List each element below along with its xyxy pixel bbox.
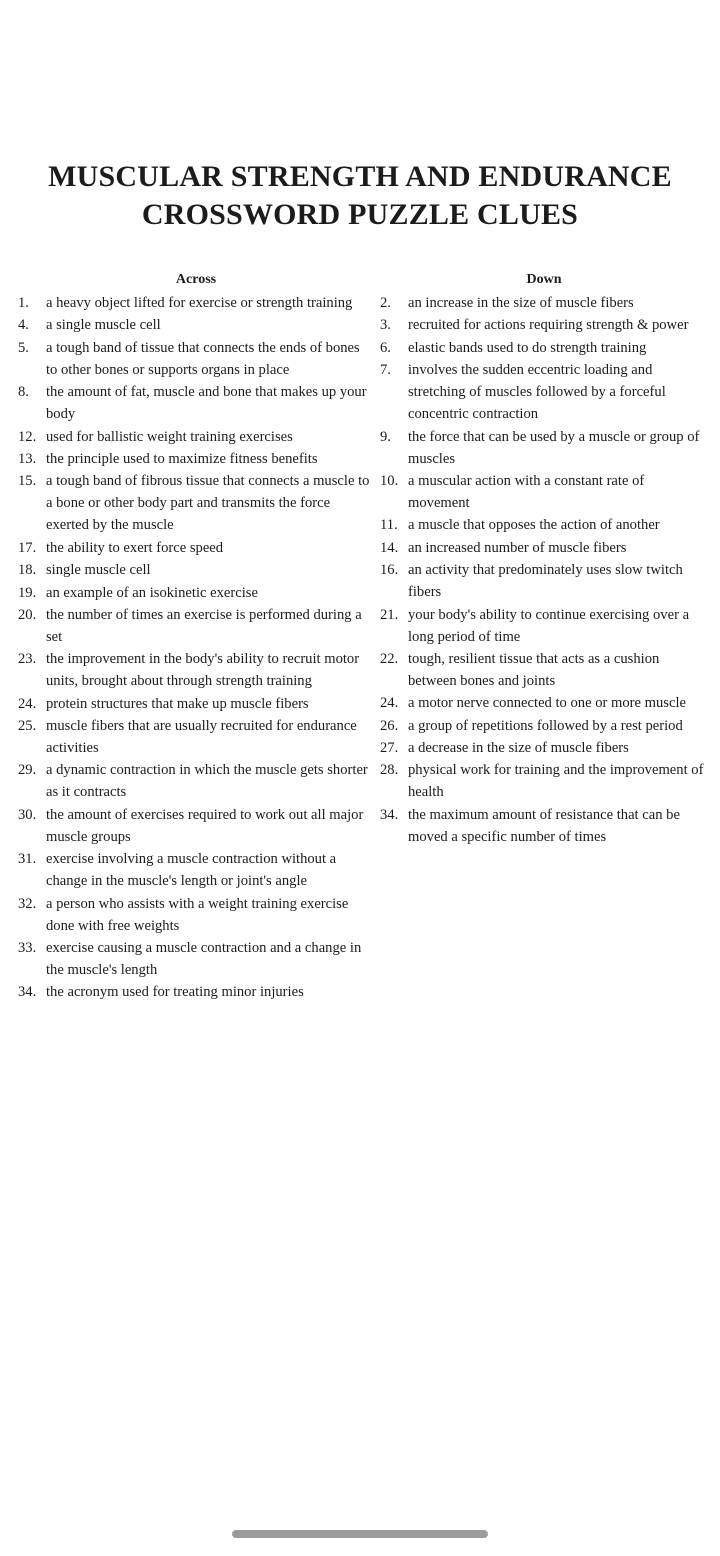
across-clue <box>18 604 374 648</box>
across-heading: Across <box>175 272 217 287</box>
clue-text: the amount of fat, muscle and bone that makes up your body <box>46 384 367 423</box>
across-clue <box>18 693 374 715</box>
down-clue <box>380 537 708 559</box>
clue-text: the maximum amount of resistance that can be moved a specific number of times <box>408 806 680 845</box>
clue-number: 8. <box>18 384 29 401</box>
down-clue <box>380 648 708 692</box>
across-clue <box>18 648 374 692</box>
down-clue-list <box>380 292 708 848</box>
down-clue <box>380 470 708 514</box>
clue-number: 14. <box>380 539 399 556</box>
down-clue <box>380 314 708 336</box>
clue-number: 17. <box>18 539 37 556</box>
down-clue <box>380 514 708 536</box>
clue-number: 20. <box>18 606 37 623</box>
clue-text: exercise involving a muscle contraction without a change in the muscle's length or joint's angle <box>46 851 337 890</box>
clue-number: 3. <box>380 317 391 334</box>
down-clue <box>380 559 708 603</box>
clue-number: 9. <box>380 428 391 445</box>
clue-text: used for ballistic weight training exercises <box>46 428 293 445</box>
clue-number: 23. <box>18 651 37 668</box>
down-clue <box>380 359 708 425</box>
clue-number: 25. <box>18 718 37 735</box>
clue-text: protein structures that make up muscle fibers <box>46 695 309 712</box>
clue-number: 11. <box>380 517 398 534</box>
clue-text: a heavy object lifted for exercise or strength training <box>46 295 353 311</box>
down-clue <box>380 759 708 803</box>
clue-text: the amount of exercises required to work out all major muscle groups <box>46 806 364 845</box>
down-clue <box>380 292 708 314</box>
across-clue-list <box>18 292 374 1003</box>
clue-number: 5. <box>18 339 29 356</box>
clue-text: physical work for training and the improvement of health <box>408 762 704 801</box>
clue-text: an example of an isokinetic exercise <box>46 584 258 601</box>
across-clue <box>18 759 374 803</box>
clue-number: 10. <box>380 472 399 489</box>
across-clue <box>18 337 374 381</box>
clue-text: a dynamic contraction in which the muscle gets shorter as it contracts <box>46 762 368 801</box>
clue-number: 18. <box>18 562 37 579</box>
clue-text: involves the sudden eccentric loading and stretching of muscles followed by a forceful concentric contraction <box>408 362 666 423</box>
clue-text: exercise causing a muscle contraction and a change in the muscle's length <box>46 940 362 979</box>
clue-text: an increased number of muscle fibers <box>408 539 627 556</box>
clue-text: a muscle that opposes the action of another <box>408 517 660 534</box>
clue-text: single muscle cell <box>46 562 151 579</box>
clue-text: muscle fibers that are usually recruited for endurance activities <box>46 718 357 757</box>
down-clue <box>380 737 708 759</box>
clue-number: 34. <box>18 984 37 1001</box>
down-heading: Down <box>526 272 562 287</box>
clue-number: 24. <box>380 695 399 712</box>
across-clue <box>18 559 374 581</box>
clue-text: a person who assists with a weight training exercise done with free weights <box>46 895 349 934</box>
across-clue <box>18 537 374 559</box>
clue-text: the ability to exert force speed <box>46 539 224 556</box>
clue-number: 33. <box>18 940 37 957</box>
clue-text: the principle used to maximize fitness benefits <box>46 450 318 467</box>
clue-number: 31. <box>18 851 37 868</box>
down-clue <box>380 604 708 648</box>
clue-text: an activity that predominately uses slow twitch fibers <box>408 562 683 601</box>
clue-text: the force that can be used by a muscle or group of muscles <box>408 428 700 467</box>
clue-number: 7. <box>380 362 391 379</box>
across-clue <box>18 937 374 981</box>
clue-number: 28. <box>380 762 399 779</box>
title-line-1: MUSCULAR STRENGTH AND ENDURANCE <box>48 160 672 193</box>
across-clue <box>18 715 374 759</box>
clue-text: the acronym used for treating minor injuries <box>46 984 304 1001</box>
clue-text: your body's ability to continue exercising over a long period of time <box>408 606 690 645</box>
clue-number: 30. <box>18 806 37 823</box>
across-clue <box>18 448 374 470</box>
across-column <box>18 270 374 1004</box>
clue-number: 29. <box>18 762 37 779</box>
down-clue <box>380 426 708 470</box>
clue-number: 27. <box>380 740 399 757</box>
across-clue <box>18 804 374 848</box>
clue-number: 32. <box>18 895 37 912</box>
clue-number: 6. <box>380 339 391 356</box>
clue-number: 2. <box>380 295 391 311</box>
clue-number: 1. <box>18 295 29 311</box>
clue-text: the improvement in the body's ability to recruit motor units, brought about through strength training <box>46 651 360 690</box>
down-clue <box>380 715 708 737</box>
clue-number: 24. <box>18 695 37 712</box>
down-clue <box>380 804 708 848</box>
clue-text: elastic bands used to do strength training <box>408 339 647 356</box>
clue-text: tough, resilient tissue that acts as a cushion between bones and joints <box>408 650 660 689</box>
across-clue <box>18 426 374 448</box>
across-clue <box>18 981 374 1003</box>
clue-number: 34. <box>380 806 399 823</box>
across-clue <box>18 381 374 425</box>
across-clue <box>18 314 374 336</box>
down-clue <box>380 692 708 714</box>
clue-text: recruited for actions requiring strength & power <box>408 317 689 334</box>
down-clue <box>380 337 708 359</box>
clue-number: 13. <box>18 450 37 467</box>
clue-text: a tough band of tissue that connects the ends of bones to other bones or supports organs in place <box>46 339 360 378</box>
across-clue <box>18 848 374 892</box>
clue-number: 12. <box>18 428 37 445</box>
clue-number: 21. <box>380 606 399 623</box>
clue-text: a group of repetitions followed by a rest period <box>408 717 683 734</box>
clue-number: 4. <box>18 317 29 334</box>
across-clue <box>18 893 374 937</box>
clue-text: a motor nerve connected to one or more muscle <box>408 695 686 712</box>
clue-text: an increase in the size of muscle fibers <box>408 295 634 311</box>
across-clue <box>18 292 374 314</box>
across-clue <box>18 470 374 536</box>
clue-number: 22. <box>380 650 399 667</box>
clue-text: a muscular action with a constant rate of movement <box>408 472 645 511</box>
clue-number: 16. <box>380 562 399 579</box>
across-clue <box>18 582 374 604</box>
clue-text: a single muscle cell <box>46 317 161 334</box>
clue-number: 15. <box>18 473 37 490</box>
title-line-2: CROSSWORD PUZZLE CLUES <box>141 198 579 231</box>
clue-text: a tough band of fibrous tissue that connects a muscle to a bone or other body part and transmits the force exerted by the muscle <box>46 473 370 534</box>
home-indicator[interactable] <box>232 1530 488 1538</box>
clue-text: a decrease in the size of muscle fibers <box>408 740 629 757</box>
page-title <box>0 158 720 234</box>
clue-number: 26. <box>380 717 399 734</box>
clue-text: the number of times an exercise is performed during a set <box>46 606 362 645</box>
down-column <box>380 270 708 848</box>
clue-number: 19. <box>18 584 37 601</box>
